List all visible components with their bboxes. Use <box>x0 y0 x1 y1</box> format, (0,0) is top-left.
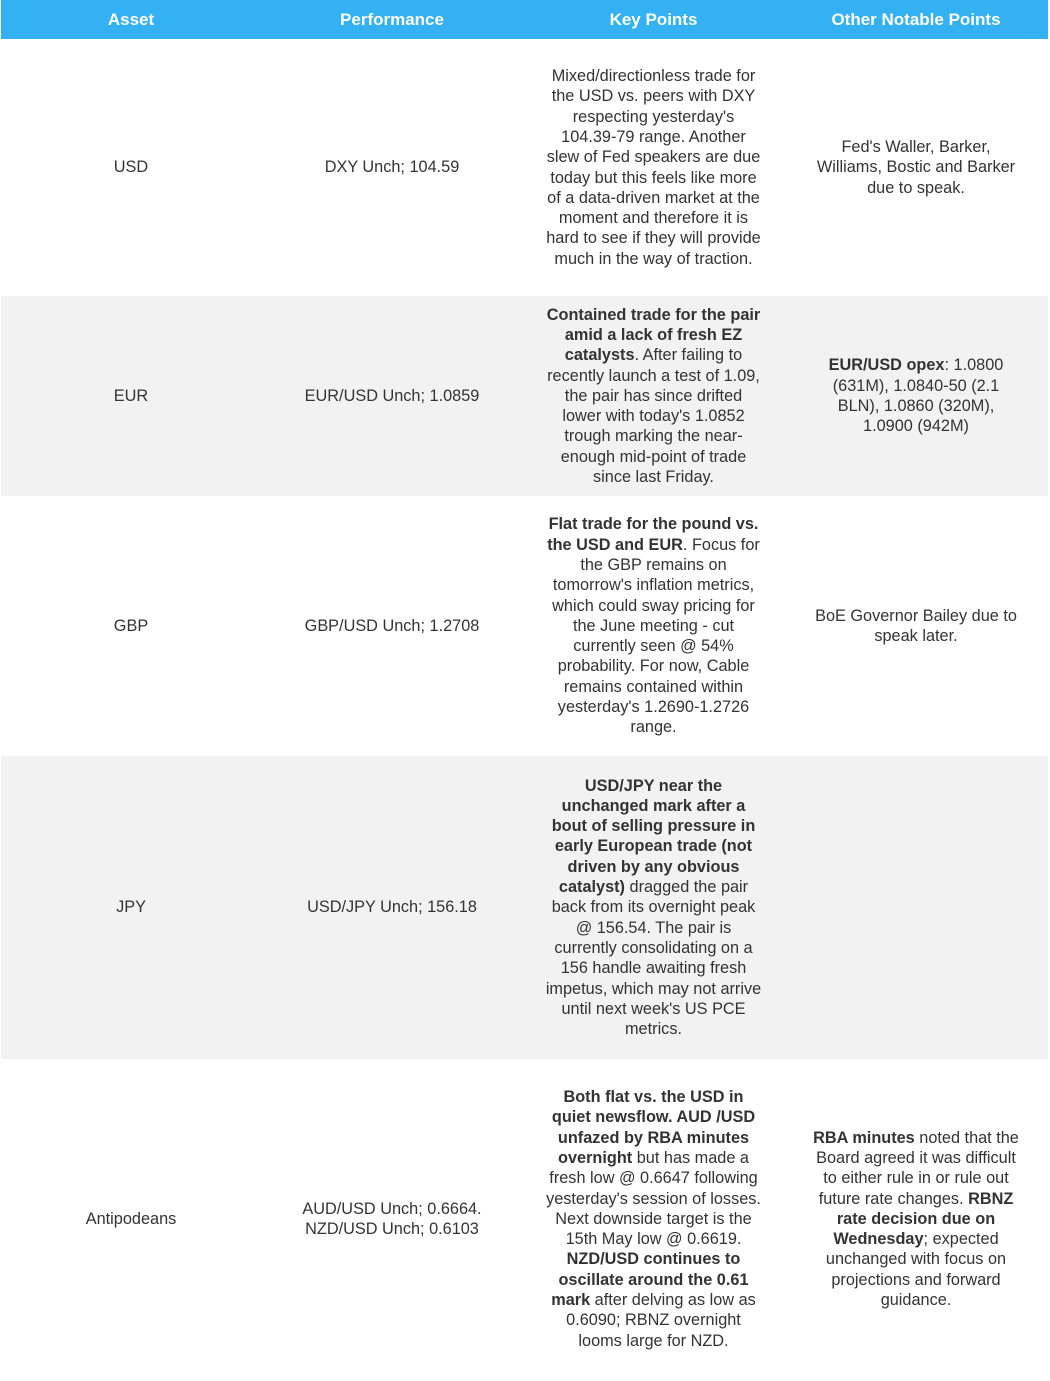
other-notable-points-text <box>811 606 1021 647</box>
performance-line: NZD/USD Unch; 0.6103 <box>305 1220 479 1238</box>
header-other-notable-points: Other Notable Points <box>784 0 1048 39</box>
key-points-text <box>545 66 763 269</box>
performance-cell <box>261 1059 523 1379</box>
table-row-jpy <box>1 756 1048 1059</box>
asset-cell: Antipodeans <box>85 1209 177 1228</box>
text-segment: . After failing to recently launch a test of 1.09, the pair has since drifted lower with today's 1.0852 trough marking the near-enough mid-point of trade since last Friday. <box>547 346 760 487</box>
bold-text-segment: RBNZ rate decision due on Wednesday <box>833 1189 1014 1249</box>
bold-text-segment: NZD/USD continues to oscillate around the 0.61 mark <box>551 1250 749 1310</box>
text-segment: dragged the pair back from its overnight peak @ 156.54. The pair is currently consolidating on a 156 handle awaiting fresh impetus, which may not arrive until next week's US PCE metrics. <box>545 878 762 1039</box>
key-points-cell <box>523 39 784 296</box>
key-points-cell <box>523 296 784 496</box>
asset-cell: GBP <box>113 616 149 635</box>
performance-cell <box>261 756 523 1059</box>
key-points-text <box>545 776 763 1040</box>
performance-cell <box>261 39 523 296</box>
header-key-points: Key Points <box>523 0 784 39</box>
table-row-usd <box>1 39 1048 296</box>
key-points-cell <box>523 496 784 756</box>
text-segment: noted that the Board agreed it was difficult to either rule in or rule out future rate changes. <box>816 1128 1019 1208</box>
performance-cell <box>261 296 523 496</box>
performance-line: DXY Unch; 104.59 <box>324 158 460 177</box>
bold-text-segment: EUR/USD opex <box>828 356 945 375</box>
header-performance: Performance <box>261 0 523 39</box>
text-segment: Fed's Waller, Barker, Williams, Bostic and Barker due to speak. <box>816 138 1016 197</box>
asset-cell: JPY <box>1 756 261 1059</box>
bold-text-segment: RBA minutes <box>813 1128 915 1147</box>
text-segment: ; expected unchanged with focus on projections and forward guidance. <box>825 1230 1007 1310</box>
table-row-antipodeans <box>1 1059 1048 1379</box>
other-notable-points-text <box>811 1128 1021 1311</box>
text-segment: . Focus for the GBP remains on tomorrow's inflation metrics, which could sway pricing for the June meeting - cut currently seen @ 54% probability. For now, Cable remains contained within yesterday's 1.2690-1.2726 range. <box>552 535 760 737</box>
key-points-text <box>545 1087 763 1351</box>
key-points-text <box>545 514 763 737</box>
header-asset: Asset <box>1 0 261 39</box>
bold-text-segment: Both flat vs. the USD in quiet newsflow. AUD /USD unfazed by RBA minutes overnight <box>551 1088 756 1167</box>
fx-summary-table <box>1 0 1048 1379</box>
other-notable-points-text <box>811 355 1021 436</box>
performance-line: USD/JPY Unch; 156.18 <box>307 898 477 917</box>
bold-text-segment: Contained trade for the pair amid a lack of fresh EZ catalysts <box>546 305 761 365</box>
table-body <box>1 39 1048 1379</box>
performance-line: EUR/USD Unch; 1.0859 <box>304 386 480 405</box>
table-row-eur <box>1 296 1048 496</box>
asset-cell: USD <box>113 158 149 177</box>
text-segment: but has made a fresh low @ 0.6647 following yesterday's session of losses. Next downside target is the 15th May low @ 0.6619. <box>546 1148 761 1249</box>
performance-cell <box>261 496 523 756</box>
key-points-cell <box>523 756 784 1059</box>
other-notable-points-cell <box>784 39 1048 296</box>
bold-text-segment: Flat trade for the pound vs. the USD and EUR <box>547 515 759 554</box>
key-points-text <box>545 305 763 488</box>
performance-line: GBP/USD Unch; 1.2708 <box>304 616 480 635</box>
asset-cell: EUR <box>1 296 261 496</box>
other-notable-points-cell <box>784 1059 1048 1379</box>
other-notable-points-cell <box>784 756 1048 1059</box>
text-segment: Mixed/directionless trade for the USD vs. peers with DXY respecting yesterday's 104.39-79 range. Another slew of Fed speakers are due today but this feels like more of a data-driven market at the moment and therefore it is hard to see if they will provide much in the way of traction. <box>546 67 761 268</box>
other-notable-points-cell <box>784 296 1048 496</box>
table-row-gbp <box>1 496 1048 756</box>
table-header <box>1 0 1048 39</box>
text-segment: BoE Governor Bailey due to speak later. <box>815 606 1017 645</box>
header-row <box>1 0 1048 39</box>
text-segment: after delving as low as 0.6090; RBNZ overnight looms large for NZD. <box>566 1291 756 1350</box>
other-notable-points-cell <box>784 496 1048 756</box>
other-notable-points-text <box>811 137 1021 198</box>
text-segment: : 1.0800 (631M), 1.0840-50 (2.1 BLN), 1.0860 (320M), 1.0900 (942M) <box>832 356 1004 436</box>
bold-text-segment: USD/JPY near the unchanged mark after a bout of selling pressure in early European trade (not driven by any obvious catalyst) <box>551 776 756 897</box>
performance-line: AUD/USD Unch; 0.6664. <box>302 1199 482 1218</box>
key-points-cell <box>523 1059 784 1379</box>
